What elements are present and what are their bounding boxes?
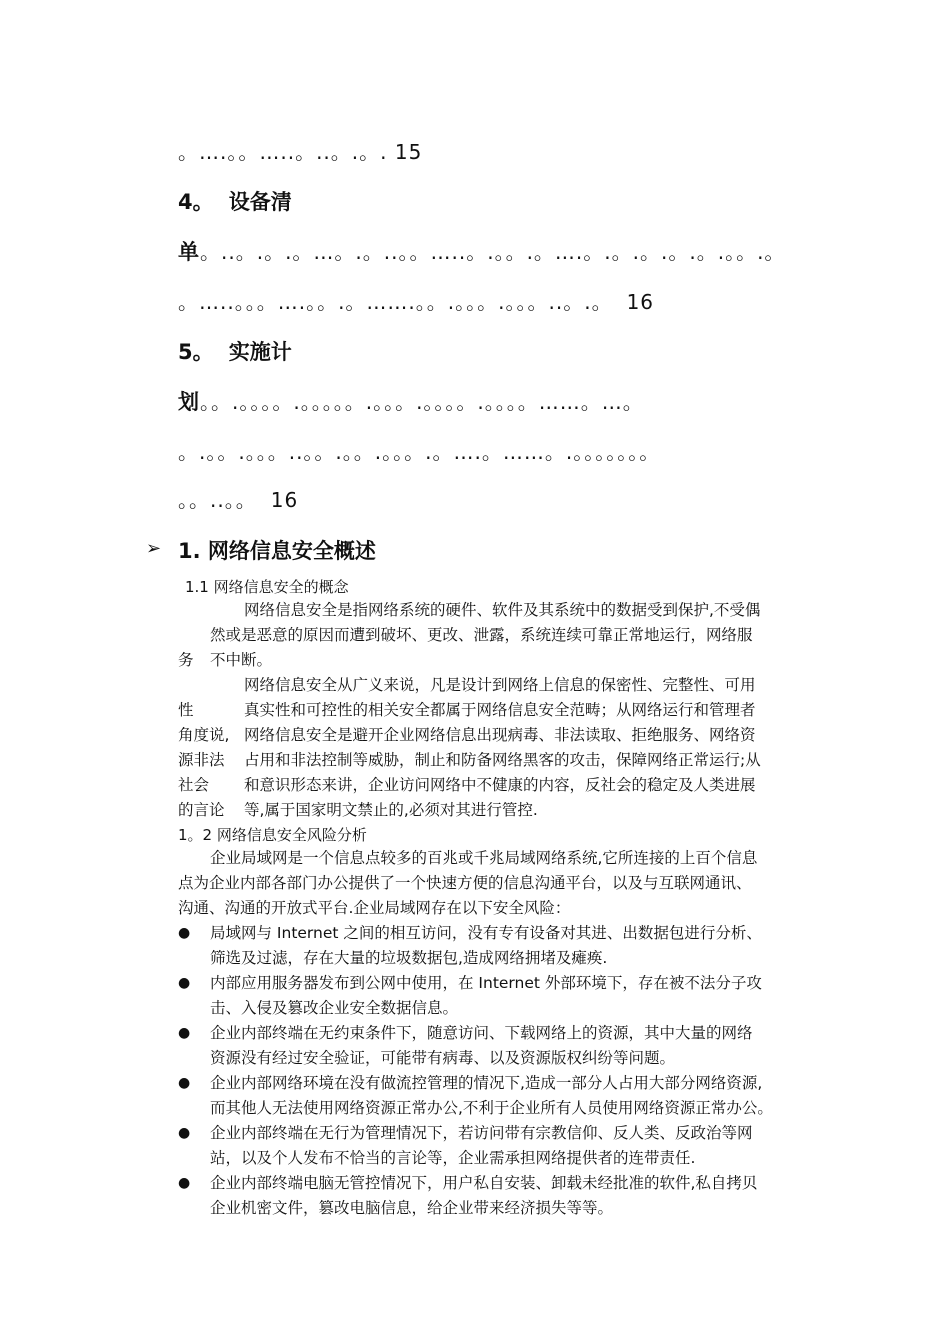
paragraph-line: 企业局域网是一个信息点较多的百兆或千兆局域网络系统,它所连接的上百个信息 [210,849,758,867]
toc-dots: 。。..。。 [178,488,257,512]
subsection-heading: 1.1 网络信息安全的概念 [185,578,349,596]
toc-dots: 。….。。…..。..。.。. [178,140,395,164]
list-item-line: 企业内部网络环境在没有做流控管理的情况下,造成一部分人占用大部分网络资源, [210,1074,763,1092]
toc-item-title: 设备清 [228,190,292,214]
list-item-line: 局域网与 Internet 之间的相互访问，没有专有设备对其进、出数据包进行分析、 [210,924,762,942]
toc-page-number: 16 [270,488,299,512]
bullet-dot-icon: ● [178,1075,191,1091]
list-item-line: 筛选及过滤，存在大量的垃圾数据包,造成网络拥堵及瘫痪. [210,949,608,967]
list-item-line: 企业内部终端在无行为管理情况下，若访问带有宗教信仰、反人类、反政治等网 [210,1124,753,1142]
toc-item-number: 4。 [178,190,214,214]
list-item-line: 击、入侵及篡改企业安全数据信息。 [210,999,459,1017]
toc-line-1 [178,136,422,165]
arrow-bullet-icon: ➢ [146,538,162,559]
paragraph-line: 点为企业内部各部门办公提供了一个快速方便的信息沟通平台，以及与互联网通讯、 [178,874,752,892]
toc-item-title-cont: 单 [178,240,200,264]
toc-page-number: 16 [626,290,655,314]
toc-page-number: 15 [394,140,423,164]
list-item-line: 企业内部终端在无约束条件下，随意访问、下载网络上的资源，其中大量的网络 [210,1024,753,1042]
toc-item-5 [178,336,292,366]
toc-item-4-dots-2 [178,286,654,315]
paragraph-margin-text: 性 [178,701,194,719]
list-item-line: 企业机密文件，篡改电脑信息，给企业带来经济损失等等。 [210,1199,614,1217]
paragraph-line: 沟通、沟通的开放式平台.企业局域网存在以下安全风险： [178,899,571,917]
paragraph-line: 不中断。 [210,651,273,669]
paragraph-line: 然或是恶意的原因而遭到破坏、更改、泄露，系统连续可靠正常地运行，网络服 [210,626,753,644]
paragraph-line: 占用和非法控制等威胁，制止和防备网络黑客的攻击，保障网络正常运行;从 [244,751,761,769]
paragraph-margin-text: 角度说, [178,726,230,744]
bullet-dot-icon: ● [178,1175,191,1191]
toc-item-5-dots [178,386,644,416]
list-item-line: 企业内部终端电脑无管控情况下，用户私自安装、卸载未经批准的软件,私自拷贝 [210,1174,758,1192]
paragraph-margin-text: 源非法 [178,751,225,769]
list-item-line: 站，以及个人发布不恰当的言论等，企业需承担网络提供者的连带责任. [210,1149,696,1167]
paragraph-line: 等,属于国家明文禁止的,必须对其进行管控. [244,801,538,819]
toc-item-4-dots [178,236,785,266]
toc-dots: 。。.。。。。.。。。。。.。。。.。。。。.。。。。……。…。 [200,390,644,414]
subsection-heading: 1。2 网络信息安全风险分析 [178,826,367,844]
paragraph-margin-text: 社会 [178,776,210,794]
list-item-line: 资源没有经过安全验证，可能带有病毒、以及资源版权纠纷等问题。 [210,1049,676,1067]
bullet-dot-icon: ● [178,975,191,991]
toc-item-number: 5。 [178,340,214,364]
bullet-dot-icon: ● [178,1125,191,1141]
section-title: 1. 网络信息安全概述 [178,539,376,563]
toc-item-title-cont: 划 [178,390,200,414]
bullet-dot-icon: ● [178,925,191,941]
bullet-dot-icon: ● [178,1025,191,1041]
list-item-line: 内部应用服务器发布到公网中使用，在 Internet 外部环境下，存在被不法分子攻 [210,974,762,992]
paragraph-line: 网络信息安全从广义来说，凡是设计到网络上信息的保密性、完整性、可用 [244,676,756,694]
paragraph-line: 网络信息安全是避开企业网络信息出现病毒、非法读取、拒绝服务、网络资 [244,726,756,744]
toc-dots: 。..。.。.。…。.。..。。…..。.。。.。….。.。.。.。.。.。。.。 [200,240,786,264]
toc-item-5-dots-3 [178,484,298,513]
list-item-line: 而其他人无法使用网络资源正常办公,不利于企业所有人员使用网络资源正常办公。 [210,1099,773,1117]
toc-item-5-dots-2 [178,436,660,465]
paragraph-line: 和意识形态来讲，企业访问网络中不健康的内容，反社会的稳定及人类进展 [244,776,756,794]
toc-dots: 。…..。。。….。。.。…….。。.。。。.。。。..。.。 [178,290,613,314]
paragraph-line: 真实性和可控性的相关安全都属于网络信息安全范畴；从网络运行和管理者 [244,701,756,719]
toc-item-title: 实施计 [228,340,292,364]
paragraph-margin-text: 的言论 [178,801,225,819]
paragraph-margin-text: 务 [178,651,194,669]
toc-item-4 [178,186,292,216]
paragraph-line: 网络信息安全是指网络系统的硬件、软件及其系统中的数据受到保护,不受偶 [244,601,761,619]
toc-dots: 。.。。.。。。..。。.。。.。。。.。….。……。.。。。。。。。 [178,440,661,464]
